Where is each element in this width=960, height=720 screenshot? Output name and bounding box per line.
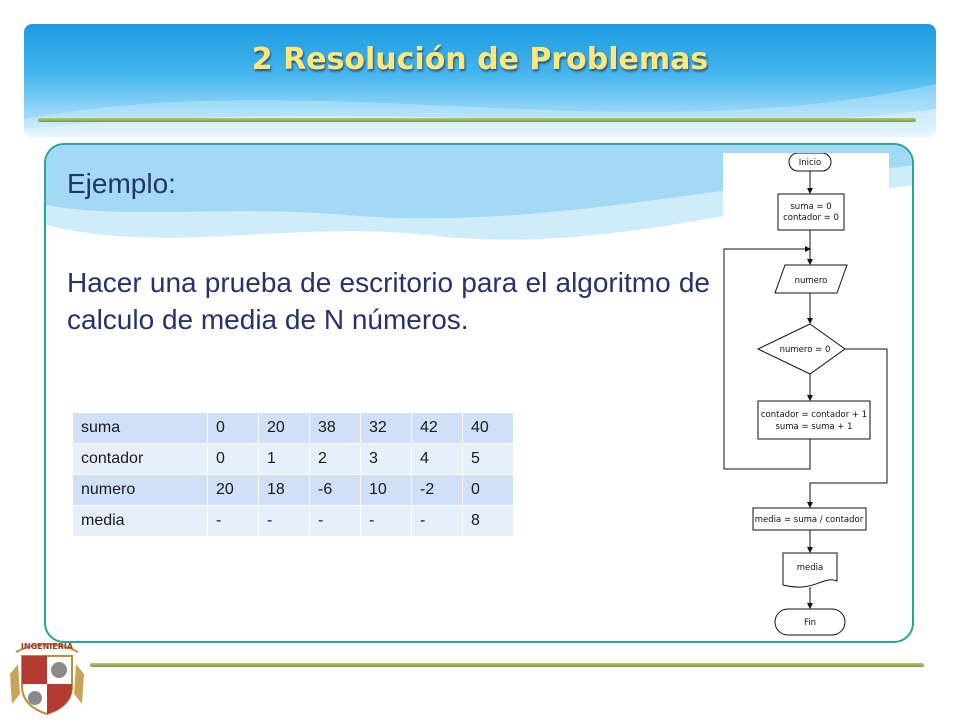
example-heading: Ejemplo: (67, 168, 176, 199)
table-cell: -2 (412, 475, 463, 506)
decision-label: numero = 0 (779, 345, 831, 355)
update-process (758, 401, 870, 439)
update-label-line1: contador = contador + 1 (760, 410, 868, 420)
table-cell: - (361, 506, 412, 537)
compute-label: media = suma / contador (754, 515, 864, 525)
init-label-line1: suma = 0 (790, 202, 832, 212)
table-cell: - (208, 506, 259, 537)
table-cell: 0 (463, 475, 514, 506)
table-cell: 18 (259, 475, 310, 506)
header-divider (38, 118, 916, 122)
table-cell: 5 (463, 444, 514, 475)
table-cell: - (259, 506, 310, 537)
init-process (778, 194, 844, 230)
table-cell: 20 (259, 413, 310, 444)
update-label-line2: suma = suma + 1 (775, 422, 853, 432)
row-label: media (73, 506, 208, 537)
input-label: numero (794, 276, 828, 286)
end-label: Fin (803, 618, 817, 628)
start-label: Inicio (798, 158, 822, 168)
flowchart-diagram (723, 153, 889, 639)
footer-divider (90, 663, 924, 667)
table-cell: 38 (310, 413, 361, 444)
slide-title: 2 Resolución de Problemas (251, 42, 709, 77)
output-label: media (796, 563, 824, 573)
table-cell: 1 (259, 444, 310, 475)
table-cell: - (310, 506, 361, 537)
table-cell: 0 (208, 444, 259, 475)
table-cell: 0 (208, 413, 259, 444)
problem-statement: Hacer una prueba de escritorio para el algoritmo de calculo de media de N números. (67, 267, 710, 335)
table-row (73, 506, 514, 537)
table-cell: 8 (463, 506, 514, 537)
table-row (73, 413, 514, 444)
row-label: contador (73, 444, 208, 475)
row-label: numero (73, 475, 208, 506)
table-cell: 10 (361, 475, 412, 506)
table-cell: 20 (208, 475, 259, 506)
table-cell: 2 (310, 444, 361, 475)
table-cell: 4 (412, 444, 463, 475)
table-cell: 42 (412, 413, 463, 444)
table-cell: 32 (361, 413, 412, 444)
table-cell: - (412, 506, 463, 537)
row-label: suma (73, 413, 208, 444)
table-row (73, 475, 514, 506)
table-cell: 40 (463, 413, 514, 444)
flowchart (723, 153, 889, 639)
desk-check-table (72, 412, 514, 537)
init-label-line2: contador = 0 (783, 213, 839, 223)
logo-text: INGENIERIA (20, 642, 74, 651)
engineering-faculty-logo (8, 634, 86, 718)
table-row (73, 444, 514, 475)
table-cell: -6 (310, 475, 361, 506)
table-cell: 3 (361, 444, 412, 475)
